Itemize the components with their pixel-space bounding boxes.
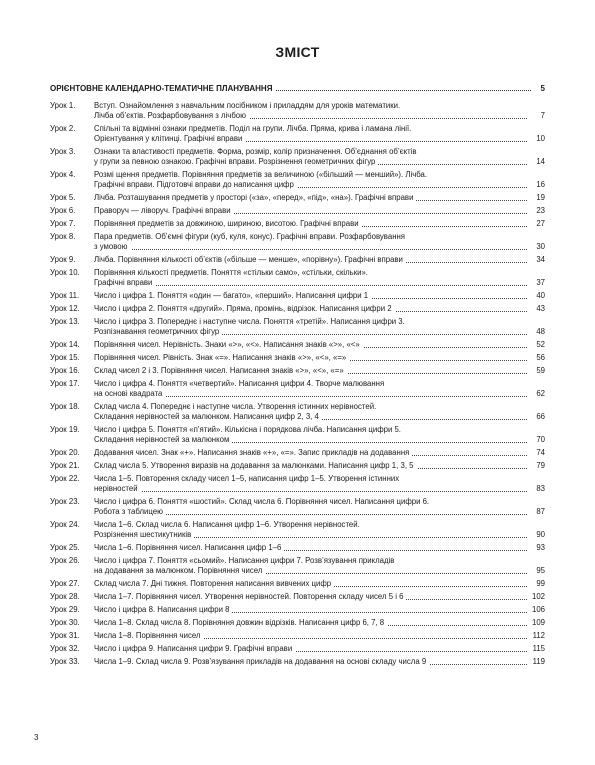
- lesson-title-text: Складання нерівностей за малюнком: [94, 435, 232, 445]
- lesson-body: [94, 340, 545, 350]
- toc-entry[interactable]: [50, 605, 545, 615]
- lesson-title-line: [94, 644, 545, 654]
- page-ref: 10: [528, 134, 545, 144]
- lesson-title-text: Число і цифра 2. Поняття «другий». Пряма, промінь, відрізок. Написання цифри 2: [94, 304, 395, 314]
- lesson-title-line: Числа 1–6. Склад числа 6. Написання цифр 1–6. Утворення нерівностей.: [94, 520, 360, 529]
- lesson-label: Урок 30.: [50, 618, 80, 627]
- lesson-body: [94, 193, 545, 203]
- lesson-title-text: Лічба. Розташування предметів у просторі («за», «перед», «під», «на»). Графічні вправи: [94, 193, 416, 203]
- lesson-title-text: нерівностей: [94, 484, 141, 494]
- page-ref: 14: [528, 157, 545, 167]
- toc-entry[interactable]: [50, 497, 545, 517]
- lesson-title-line: [94, 448, 545, 458]
- toc-entry[interactable]: [50, 101, 545, 121]
- page-ref: 99: [528, 579, 545, 589]
- lesson-title-text: Порівняння предметів за довжиною, шириною, висотою. Графічні вправи: [94, 219, 362, 229]
- page-ref: 109: [528, 618, 545, 628]
- toc-entry[interactable]: [50, 579, 545, 589]
- lesson-title-line: Розмі щення предметів. Порівняння предметів за величиною («більший — менший»). Лічба.: [94, 170, 428, 179]
- lesson-title-line: [94, 389, 545, 399]
- lesson-title-text: Складання нерівностей за малюнком. Написання цифр 2, 3, 4: [94, 412, 322, 422]
- lesson-title-line: Вступ. Ознайомлення з навчальним посібником і приладдям для уроків математики.: [94, 101, 401, 110]
- lesson-title-line: [94, 219, 545, 229]
- lesson-label: Урок 12.: [50, 304, 80, 313]
- lesson-title-line: Числа 1–5. Повторення складу чисел 1–5, написання цифр 1–5. Утворення істинних: [94, 474, 400, 483]
- page-ref: 56: [528, 353, 545, 363]
- lesson-body: [94, 461, 545, 471]
- lesson-label: Урок 5.: [50, 193, 76, 202]
- toc-entry[interactable]: [50, 170, 545, 190]
- toc-entry[interactable]: [50, 353, 545, 363]
- page-ref: 95: [528, 566, 545, 576]
- lesson-label: Урок 32.: [50, 644, 80, 653]
- lesson-title-text: Число і цифра 9. Написання цифри 9. Графічні вправи: [94, 644, 295, 654]
- lesson-label: Урок 29.: [50, 605, 80, 614]
- lesson-label: Урок 33.: [50, 657, 80, 666]
- lesson-label: Урок 1.: [50, 101, 76, 110]
- lesson-title-text: Число і цифра 8. Написання цифри 8: [94, 605, 232, 615]
- lesson-title-line: Число і цифра 5. Поняття «п’ятий». Кількісна і порядкова лічба. Написання цифри 5.: [94, 425, 401, 434]
- page-ref: 106: [528, 605, 545, 615]
- lesson-body: [94, 592, 545, 602]
- lesson-body: [94, 644, 545, 654]
- lesson-title-line: [94, 605, 545, 615]
- lesson-label: Урок 7.: [50, 219, 76, 228]
- lesson-body: [94, 170, 545, 190]
- lesson-title-line: [94, 157, 545, 167]
- toc-entry[interactable]: [50, 520, 545, 540]
- lesson-title-line: Склад числа 4. Попереднє і наступне числа. Утворення істинних нерівностей.: [94, 402, 377, 411]
- lesson-body: [94, 255, 545, 265]
- dot-leader: [94, 491, 527, 492]
- page-ref: 70: [528, 435, 545, 445]
- lesson-title-text: Число і цифра 1. Поняття «один — багато», «перший». Написання цифри 1: [94, 291, 371, 301]
- lesson-title-text: на основі квадрата: [94, 389, 165, 399]
- lesson-body: [94, 291, 545, 301]
- lesson-body: [94, 579, 545, 589]
- lesson-body: [94, 124, 545, 144]
- toc-entry[interactable]: [50, 291, 545, 301]
- lesson-label: Урок 14.: [50, 340, 80, 349]
- intro-entry[interactable]: [50, 84, 545, 94]
- lesson-title-line: [94, 592, 545, 602]
- toc-entry[interactable]: [50, 402, 545, 422]
- page-ref: 90: [528, 530, 545, 540]
- page-ref: 112: [528, 631, 545, 641]
- toc-entry[interactable]: [50, 556, 545, 576]
- lesson-label: Урок 19.: [50, 425, 80, 434]
- lesson-title-text: Склад чисел 2 і 3. Порівняння чисел. Написання знаків «>», «<», «=»: [94, 366, 347, 376]
- lesson-label: Урок 9.: [50, 255, 76, 264]
- lesson-title-line: [94, 631, 545, 641]
- page-ref: 87: [528, 507, 545, 517]
- lesson-label: Урок 6.: [50, 206, 76, 215]
- lesson-title-line: [94, 291, 545, 301]
- lesson-body: [94, 657, 545, 667]
- toc-entry[interactable]: [50, 474, 545, 494]
- page-ref: 23: [528, 206, 545, 216]
- lesson-title-line: Порівняння кількості предметів. Поняття «стільки само», «стільки, скільки».: [94, 268, 368, 277]
- lesson-title-line: [94, 618, 545, 628]
- page-ref: 115: [528, 644, 545, 654]
- lesson-body: [94, 353, 545, 363]
- page-ref: 62: [528, 389, 545, 399]
- lesson-title-line: [94, 134, 545, 144]
- page-number: 3: [34, 733, 39, 742]
- toc-entry[interactable]: [50, 317, 545, 337]
- lesson-title-line: [94, 543, 545, 553]
- toc-entry[interactable]: [50, 255, 545, 265]
- lesson-title-line: [94, 304, 545, 314]
- lesson-body: [94, 556, 545, 576]
- page-ref: 83: [528, 484, 545, 494]
- toc-entry[interactable]: [50, 193, 545, 203]
- lesson-body: [94, 402, 545, 422]
- lesson-label: Урок 11.: [50, 291, 80, 300]
- lesson-title-text: Робота з таблицею: [94, 507, 166, 517]
- lesson-label: Урок 13.: [50, 317, 80, 326]
- lesson-label: Урок 17.: [50, 379, 80, 388]
- lesson-label: Урок 21.: [50, 461, 80, 470]
- page-ref: 7: [528, 111, 545, 121]
- page-ref: 59: [528, 366, 545, 376]
- lesson-title-line: [94, 278, 545, 288]
- lesson-title-text: Числа 1–8. Порівняння чисел: [94, 631, 203, 641]
- page-ref: 102: [528, 592, 545, 602]
- toc-entry[interactable]: [50, 147, 545, 167]
- lesson-title-line: [94, 340, 545, 350]
- lesson-body: [94, 425, 545, 445]
- lesson-title-line: [94, 507, 545, 517]
- lesson-title-line: [94, 180, 545, 190]
- lesson-body: [94, 605, 545, 615]
- lesson-title-line: Число і цифра 3. Попереднє і наступне числа. Поняття «третій». Написання цифри 3.: [94, 317, 405, 326]
- lesson-title-line: [94, 566, 545, 576]
- page-title: ЗМІСТ: [275, 44, 320, 60]
- lesson-body: [94, 317, 545, 337]
- lesson-body: [94, 304, 545, 314]
- lesson-label: Урок 8.: [50, 232, 76, 241]
- lesson-title-text: Порівняння чисел. Рівність. Знак «=». Написання знаків «>», «<», «=»: [94, 353, 349, 363]
- intro-entry-title: ОРІЄНТОВНЕ КАЛЕНДАРНО-ТЕМАТИЧНЕ ПЛАНУВАННЯ: [50, 84, 275, 93]
- lesson-title-text: Числа 1–7. Порівняння чисел. Утворення нерівностей. Повторення складу чисел 5 і 6: [94, 592, 406, 602]
- lesson-title-text: Порівняння чисел. Нерівність. Знаки «>», «<». Написання знаків «>», «<»: [94, 340, 363, 350]
- lesson-title-line: Число і цифра 7. Поняття «сьомий». Написання цифри 7. Розв’язування прикладів: [94, 556, 395, 565]
- lesson-title-line: [94, 530, 545, 540]
- page-ref: 52: [528, 340, 545, 350]
- toc-entry[interactable]: [50, 644, 545, 654]
- lesson-body: [94, 232, 545, 252]
- lesson-title-text: Графічні вправи. Підготовчі вправи до написання цифр: [94, 180, 297, 190]
- lesson-label: Урок 18.: [50, 402, 80, 411]
- toc-entry[interactable]: [50, 366, 545, 376]
- lesson-title-line: [94, 461, 545, 471]
- lesson-title-text: Лічба об’єктів. Розфарбовування з лічбою: [94, 111, 249, 121]
- lesson-label: Урок 16.: [50, 366, 80, 375]
- lesson-title-text: Числа 1–8. Склад числа 8. Порівняння довжин відрізків. Написання цифр 6, 7, 8: [94, 618, 387, 628]
- lesson-title-line: [94, 111, 545, 121]
- lesson-label: Урок 25.: [50, 543, 80, 552]
- toc-entry[interactable]: [50, 657, 545, 667]
- lesson-title-text: Лічба. Порівняння кількості об’єктів («більше — менше», «порівну»). Графічні вправи: [94, 255, 406, 265]
- lesson-label: Урок 4.: [50, 170, 76, 179]
- lesson-body: [94, 520, 545, 540]
- toc-entry[interactable]: [50, 543, 545, 553]
- toc-entry[interactable]: [50, 618, 545, 628]
- table-of-contents: [50, 101, 545, 670]
- lesson-title-line: Спільні та відмінні ознаки предметів. Поділ на групи. Лічба. Пряма, крива і ламана лінії.: [94, 124, 412, 133]
- toc-entry[interactable]: [50, 379, 545, 399]
- lesson-body: [94, 101, 545, 121]
- lesson-title-line: [94, 435, 545, 445]
- lesson-title-text: Розпізнавання геометричних фігур: [94, 327, 222, 337]
- lesson-label: Урок 26.: [50, 556, 80, 565]
- lesson-body: [94, 448, 545, 458]
- toc-entry[interactable]: [50, 448, 545, 458]
- lesson-title-text: Числа 1–6. Порівняння чисел. Написання цифр 1–6: [94, 543, 284, 553]
- toc-entry[interactable]: [50, 461, 545, 471]
- toc-entry[interactable]: [50, 206, 545, 216]
- lesson-title-line: Число і цифра 6. Поняття «шостий». Склад числа 6. Порівняння чисел. Написання цифри 6.: [94, 497, 430, 506]
- lesson-title-line: [94, 193, 545, 203]
- lesson-label: Урок 20.: [50, 448, 80, 457]
- intro-entry-page: 5: [540, 84, 545, 93]
- lesson-title-line: [94, 412, 545, 422]
- lesson-body: [94, 618, 545, 628]
- lesson-body: [94, 147, 545, 167]
- lesson-label: Урок 23.: [50, 497, 80, 506]
- lesson-title-line: Число і цифра 4. Поняття «четвертий». Написання цифри 4. Творче малювання: [94, 379, 385, 388]
- lesson-title-line: [94, 484, 545, 494]
- lesson-body: [94, 268, 545, 288]
- page-ref: 79: [528, 461, 545, 471]
- lesson-title-text: Склад числа 5. Утворення виразів на додавання за малюнками. Написання цифр 1, 3, 5: [94, 461, 417, 471]
- lesson-label: Урок 2.: [50, 124, 76, 133]
- lesson-label: Урок 3.: [50, 147, 76, 156]
- lesson-title-text: Розрізнення шестикутників: [94, 530, 194, 540]
- page-ref: 27: [528, 219, 545, 229]
- toc-entry[interactable]: [50, 124, 545, 144]
- dot-leader: [94, 249, 527, 250]
- lesson-title-line: [94, 206, 545, 216]
- lesson-label: Урок 28.: [50, 592, 80, 601]
- toc-entry[interactable]: [50, 631, 545, 641]
- lesson-label: Урок 10.: [50, 268, 80, 277]
- lesson-body: [94, 206, 545, 216]
- lesson-title-line: [94, 657, 545, 667]
- toc-entry[interactable]: [50, 219, 545, 229]
- lesson-body: [94, 631, 545, 641]
- toc-entry[interactable]: [50, 304, 545, 314]
- lesson-body: [94, 366, 545, 376]
- lesson-title-line: [94, 255, 545, 265]
- lesson-body: [94, 474, 545, 494]
- lesson-title-line: Ознаки та властивості предметів. Форма, розмір, колір призначення. Об’єднання об’єктів: [94, 147, 417, 156]
- lesson-label: Урок 24.: [50, 520, 80, 529]
- page-ref: 66: [528, 412, 545, 422]
- lesson-label: Урок 27.: [50, 579, 80, 588]
- toc-entry[interactable]: [50, 425, 545, 445]
- lesson-body: [94, 379, 545, 399]
- lesson-body: [94, 543, 545, 553]
- toc-entry[interactable]: [50, 340, 545, 350]
- page-ref: 74: [528, 448, 545, 458]
- lesson-title-line: [94, 579, 545, 589]
- lesson-title-line: Пара предметів. Об’ємні фігури (куб, куля, конус). Графічні вправи. Розфарбовування: [94, 232, 406, 241]
- lesson-title-text: Числа 1–9. Склад числа 9. Розв’язування прикладів на додавання на основі складу числа 9: [94, 657, 429, 667]
- page-ref: 48: [528, 327, 545, 337]
- lesson-title-text: Склад числа 7. Дні тижня. Повторення написання вивчених цифр: [94, 579, 334, 589]
- lesson-title-text: на додавання за малюнком. Порівняння чисел: [94, 566, 265, 576]
- page-ref: 30: [528, 242, 545, 252]
- lesson-title-text: Орієнтування у клітинці. Графічні вправи: [94, 134, 245, 144]
- lesson-title-text: Графічні вправи: [94, 278, 155, 288]
- lesson-title-text: з умовою: [94, 242, 131, 252]
- toc-entry[interactable]: [50, 592, 545, 602]
- lesson-body: [94, 219, 545, 229]
- page-ref: 19: [528, 193, 545, 203]
- lesson-title-line: [94, 366, 545, 376]
- lesson-label: Урок 31.: [50, 631, 80, 640]
- lesson-title-line: [94, 327, 545, 337]
- page-ref: 37: [528, 278, 545, 288]
- lesson-title-text: Праворуч — ліворуч. Графічні вправи: [94, 206, 234, 216]
- page-ref: 34: [528, 255, 545, 265]
- lesson-body: [94, 497, 545, 517]
- page-ref: 43: [528, 304, 545, 314]
- toc-entry[interactable]: [50, 232, 545, 252]
- toc-entry[interactable]: [50, 268, 545, 288]
- lesson-label: Урок 15.: [50, 353, 80, 362]
- lesson-title-line: [94, 353, 545, 363]
- lesson-label: Урок 22.: [50, 474, 80, 483]
- lesson-title-line: [94, 242, 545, 252]
- lesson-title-text: у групи за певною ознакою. Графічні вправи. Розрізнення геометричних фігур: [94, 157, 378, 167]
- page-ref: 40: [528, 291, 545, 301]
- page-ref: 16: [528, 180, 545, 190]
- page-ref: 119: [528, 657, 545, 667]
- page-ref: 93: [528, 543, 545, 553]
- lesson-title-text: Додавання чисел. Знак «+». Написання знаків «+», «=». Запис прикладів на додавання: [94, 448, 412, 458]
- dot-leader: [94, 285, 527, 286]
